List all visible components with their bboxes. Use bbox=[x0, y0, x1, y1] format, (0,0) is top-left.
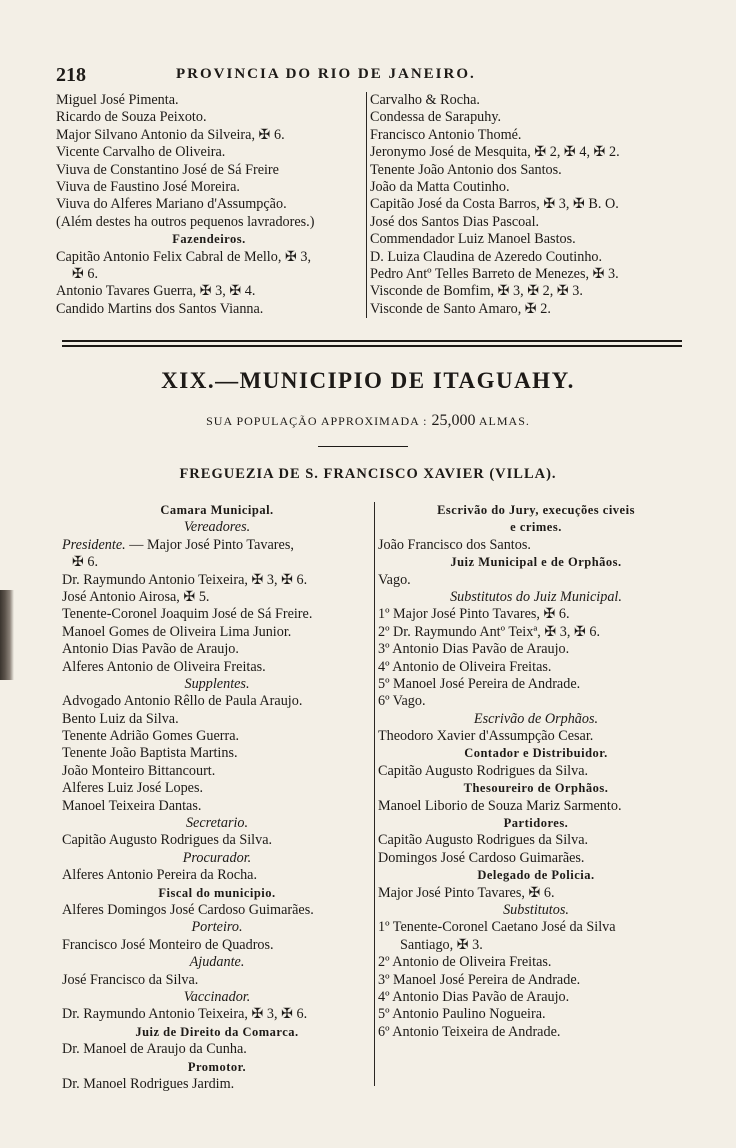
top-right-line: Visconde de Bomfim, ✠ 3, ✠ 2, ✠ 3. bbox=[370, 283, 583, 300]
bottom-left-line: Tenente Adrião Gomes Guerra. bbox=[62, 728, 240, 745]
bottom-right-line: Major José Pinto Tavares, ✠ 6. bbox=[378, 884, 555, 901]
bottom-left-line: Presidente. — Major José Pinto Tavares, bbox=[62, 536, 294, 553]
bottom-left-line: José Francisco da Silva. bbox=[62, 971, 199, 988]
running-title: PROVINCIA DO RIO DE JANEIRO. bbox=[176, 66, 476, 82]
top-left-line: Major Silvano Antonio da Silveira, ✠ 6. bbox=[56, 126, 285, 143]
bottom-right-line: 6º Vago. bbox=[378, 693, 426, 710]
top-left-line: ✠ 6. bbox=[72, 265, 99, 282]
bottom-left-line: Alferes Antonio Pereira da Rocha. bbox=[62, 867, 258, 884]
bottom-left-line: Tenente-Coronel Joaquim José de Sá Freire. bbox=[62, 606, 313, 623]
bottom-left-line: Dr. Manoel de Araujo da Cunha. bbox=[62, 1041, 247, 1058]
bottom-right-line: 3º Manoel José Pereira de Andrade. bbox=[378, 971, 581, 988]
top-left-line: Viuva de Faustino José Moreira. bbox=[56, 178, 240, 195]
bottom-left-line: Supplentes. bbox=[184, 675, 250, 692]
top-left-line: Miguel José Pimenta. bbox=[56, 92, 179, 108]
top-right-line: Jeronymo José de Mesquita, ✠ 2, ✠ 4, ✠ 2. bbox=[370, 144, 620, 161]
binding-edge bbox=[0, 590, 14, 680]
bottom-right-line: Vago. bbox=[378, 571, 411, 588]
bottom-left-line: Capitão Augusto Rodrigues da Silva. bbox=[62, 832, 273, 849]
population-suffix: ALMAS. bbox=[478, 414, 530, 428]
bottom-left-line: Dr. Manoel Rodrigues Jardim. bbox=[62, 1075, 235, 1092]
bottom-left-line: Juiz de Direito da Comarca. bbox=[135, 1024, 299, 1039]
bottom-left-line: Antonio Dias Pavão de Araujo. bbox=[62, 641, 239, 658]
bottom-right-line: Substitutos do Juiz Municipal. bbox=[450, 588, 622, 605]
bottom-right-line: Domingos José Cardoso Guimarães. bbox=[378, 849, 585, 866]
bottom-right-line: Escrivão de Orphãos. bbox=[473, 710, 599, 727]
bottom-left-line: Promotor. bbox=[187, 1059, 247, 1074]
top-column-divider bbox=[366, 92, 367, 318]
bottom-right-line: 4º Antonio Dias Pavão de Araujo. bbox=[378, 988, 570, 1005]
bottom-right-line: 2º Antonio de Oliveira Freitas. bbox=[378, 954, 552, 971]
page-number: 218 bbox=[56, 64, 86, 86]
top-right-line: Commendador Luiz Manoel Bastos. bbox=[370, 231, 576, 248]
presidente-label: Presidente. bbox=[62, 536, 126, 553]
top-right-line: João da Matta Coutinho. bbox=[370, 178, 510, 195]
top-left-line: Viuva de Constantino José de Sá Freire bbox=[56, 161, 279, 178]
top-left-line: Ricardo de Souza Peixoto. bbox=[56, 109, 207, 126]
top-right-line: José dos Santos Dias Pascoal. bbox=[370, 213, 540, 230]
bottom-right-line: 6º Antonio Teixeira de Andrade. bbox=[378, 1023, 561, 1040]
top-right-line: Pedro Antº Telles Barreto de Menezes, ✠ 3. bbox=[370, 265, 619, 282]
bottom-right-line: Manoel Liborio de Souza Mariz Sarmento. bbox=[378, 797, 622, 814]
bottom-right-line: Partidores. bbox=[503, 816, 569, 831]
bottom-right-line: Substitutos. bbox=[503, 901, 569, 918]
bottom-column-divider bbox=[374, 502, 375, 1086]
bottom-right-line: 3º Antonio Dias Pavão de Araujo. bbox=[378, 641, 570, 658]
top-left-line: Antonio Tavares Guerra, ✠ 3, ✠ 4. bbox=[56, 283, 256, 300]
bottom-right-line: Delegado de Policia. bbox=[477, 868, 595, 883]
bottom-right-line: 2º Dr. Raymundo Antº Teixª, ✠ 3, ✠ 6. bbox=[378, 623, 601, 640]
bottom-right-line: Contador e Distribuidor. bbox=[464, 746, 608, 761]
top-right-line: Francisco Antonio Thomé. bbox=[370, 126, 522, 143]
bottom-right-line: 4º Antonio de Oliveira Freitas. bbox=[378, 658, 552, 675]
bottom-right-line: 1º Major José Pinto Tavares, ✠ 6. bbox=[378, 606, 570, 623]
top-right-column bbox=[370, 92, 690, 318]
bottom-left-line: José Antonio Airosa, ✠ 5. bbox=[62, 588, 210, 605]
bottom-left-line: Alferes Domingos José Cardoso Guimarães. bbox=[62, 901, 314, 918]
bottom-right-line: Escrivão do Jury, execuções civeis bbox=[437, 503, 635, 517]
top-right-line: D. Luiza Claudina de Azeredo Coutinho. bbox=[370, 248, 603, 265]
parish-title: FREGUEZIA DE S. FRANCISCO XAVIER (VILLA). bbox=[179, 466, 557, 482]
bottom-left-line: Advogado Antonio Rêllo de Paula Araujo. bbox=[62, 693, 303, 710]
top-left-line: Fazendeiros. bbox=[172, 232, 246, 247]
bottom-right-line: Thesoureiro de Orphãos. bbox=[463, 781, 609, 796]
bottom-left-line: Alferes Antonio de Oliveira Freitas. bbox=[62, 658, 266, 675]
bottom-left-line: Vereadores. bbox=[183, 519, 251, 536]
bottom-left-line: Secretario. bbox=[185, 815, 249, 832]
bottom-right-line: 5º Manoel José Pereira de Andrade. bbox=[378, 675, 581, 692]
top-left-line: (Além destes ha outros pequenos lavradores.) bbox=[56, 213, 315, 230]
bottom-left-line: Ajudante. bbox=[189, 954, 245, 971]
bottom-left-line: Bento Luiz da Silva. bbox=[62, 710, 179, 727]
section-double-rule bbox=[62, 340, 682, 347]
bottom-left-line: Dr. Raymundo Antonio Teixeira, ✠ 3, ✠ 6. bbox=[62, 571, 308, 588]
bottom-right-line: 1º Tenente-Coronel Caetano José da Silva bbox=[378, 919, 616, 936]
bottom-left-line: Tenente João Baptista Martins. bbox=[62, 745, 238, 762]
top-right-line: Condessa de Sarapuhy. bbox=[370, 109, 502, 126]
bottom-right-line: Theodoro Xavier d'Assumpção Cesar. bbox=[378, 728, 594, 745]
bottom-right-line: Capitão Augusto Rodrigues da Silva. bbox=[378, 762, 589, 779]
top-right-line: Visconde de Santo Amaro, ✠ 2. bbox=[370, 300, 551, 317]
bottom-left-line: Camara Municipal. bbox=[160, 503, 274, 517]
population-value: 25,000 bbox=[431, 412, 476, 429]
bottom-left-line: Francisco José Monteiro de Quadros. bbox=[62, 936, 274, 953]
bottom-left-line: ✠ 6. bbox=[72, 554, 99, 571]
bottom-right-line: Capitão Augusto Rodrigues da Silva. bbox=[378, 832, 589, 849]
bottom-left-line: Manoel Gomes de Oliveira Lima Junior. bbox=[62, 623, 292, 640]
bottom-right-line: Juiz Municipal e de Orphãos. bbox=[450, 555, 622, 570]
bottom-left-column bbox=[62, 502, 372, 1093]
bottom-right-line: e crimes. bbox=[510, 520, 562, 535]
top-right-line: Tenente João Antonio dos Santos. bbox=[370, 161, 562, 178]
page-header bbox=[56, 64, 656, 86]
bottom-left-line: Dr. Raymundo Antonio Teixeira, ✠ 3, ✠ 6. bbox=[62, 1006, 308, 1023]
top-right-line: Carvalho & Rocha. bbox=[370, 92, 480, 108]
bottom-left-line: Procurador. bbox=[182, 849, 252, 866]
bottom-right-line: Santiago, ✠ 3. bbox=[400, 936, 483, 953]
top-left-column bbox=[56, 92, 362, 318]
top-left-line: Candido Martins dos Santos Vianna. bbox=[56, 300, 264, 317]
bottom-left-line: Manoel Teixeira Dantas. bbox=[62, 797, 202, 814]
population-prefix: SUA POPULAÇÃO APPROXIMADA : bbox=[206, 414, 428, 428]
bottom-left-line: Porteiro. bbox=[191, 919, 243, 936]
bottom-left-line: João Monteiro Bittancourt. bbox=[62, 762, 216, 779]
bottom-left-line: Alferes Luiz José Lopes. bbox=[62, 780, 204, 797]
section-title: XIX.—MUNICIPIO DE ITAGUAHY. bbox=[161, 368, 575, 393]
bottom-left-line: Fiscal do municipio. bbox=[158, 885, 276, 900]
bottom-left-line: Vaccinador. bbox=[183, 988, 251, 1005]
top-left-line: Capitão Antonio Felix Cabral de Mello, ✠ 3, bbox=[56, 248, 312, 265]
top-left-line: Vicente Carvalho de Oliveira. bbox=[56, 144, 226, 161]
bottom-right-column bbox=[378, 502, 694, 1041]
top-right-line: Capitão José da Costa Barros, ✠ 3, ✠ B. O. bbox=[370, 196, 619, 213]
short-rule bbox=[318, 446, 408, 447]
population-line bbox=[0, 412, 736, 430]
top-left-line: Viuva do Alferes Mariano d'Assumpção. bbox=[56, 196, 287, 213]
bottom-right-line: 5º Antonio Paulino Nogueira. bbox=[378, 1006, 546, 1023]
bottom-right-line: João Francisco dos Santos. bbox=[378, 536, 531, 553]
